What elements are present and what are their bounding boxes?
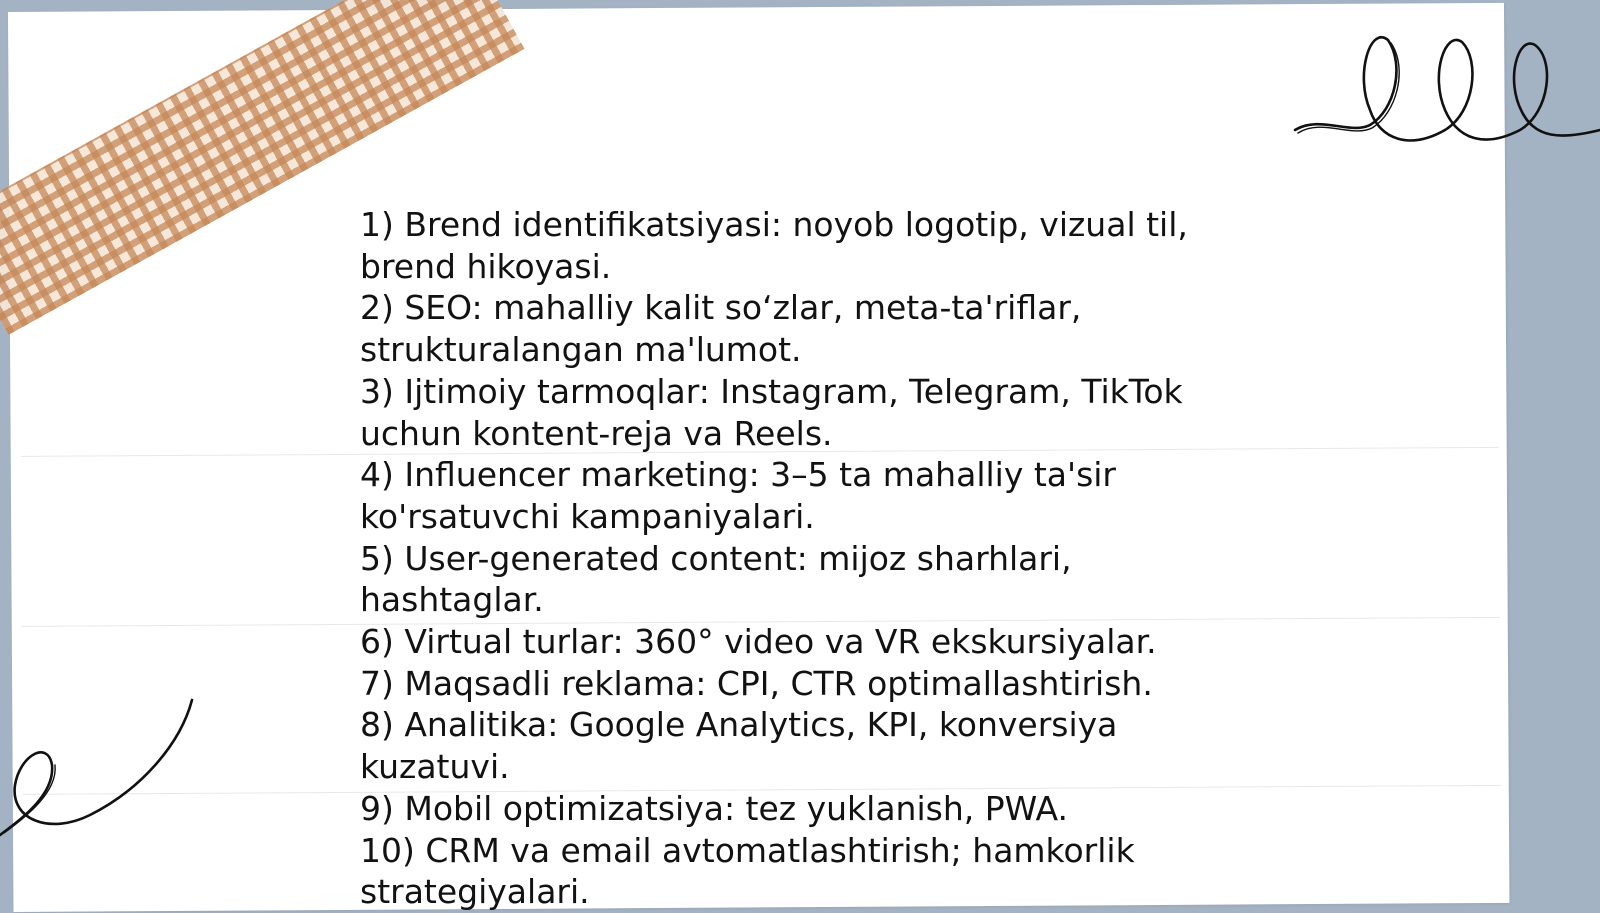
list-item: 9) Mobil optimizatsiya: tez yuklanish, PWA. — [360, 788, 1068, 828]
list-item: 7) Maqsadli reklama: CPI, CTR optimallashtirish. — [360, 663, 1153, 703]
swirl-doodle-icon — [0, 695, 200, 855]
list-item: 10) CRM va email avtomatlashtirish; hamkorlik strategiyalari. — [360, 830, 1135, 912]
list-item: 8) Analitika: Google Analytics, KPI, konversiya kuzatuvi. — [360, 705, 1118, 787]
loop-doodle-icon — [1280, 30, 1600, 160]
strategy-list — [360, 204, 1240, 913]
list-item: 5) User-generated content: mijoz sharhlari, hashtaglar. — [360, 538, 1072, 620]
list-item: 3) Ijtimoiy tarmoqlar: Instagram, Telegram, TikTok uchun kontent-reja va Reels. — [360, 371, 1183, 453]
list-item: 2) SEO: mahalliy kalit so‘zlar, meta-ta'riflar, strukturalangan ma'lumot. — [360, 288, 1082, 370]
list-item: 6) Virtual turlar: 360° video va VR ekskursiyalar. — [360, 622, 1157, 662]
list-item: 1) Brend identifikatsiyasi: noyob logotip, vizual til, brend hikoyasi. — [360, 205, 1188, 286]
list-item: 4) Influencer marketing: 3–5 ta mahalliy ta'sir ko'rsatuvchi kampaniyalari. — [360, 455, 1117, 536]
